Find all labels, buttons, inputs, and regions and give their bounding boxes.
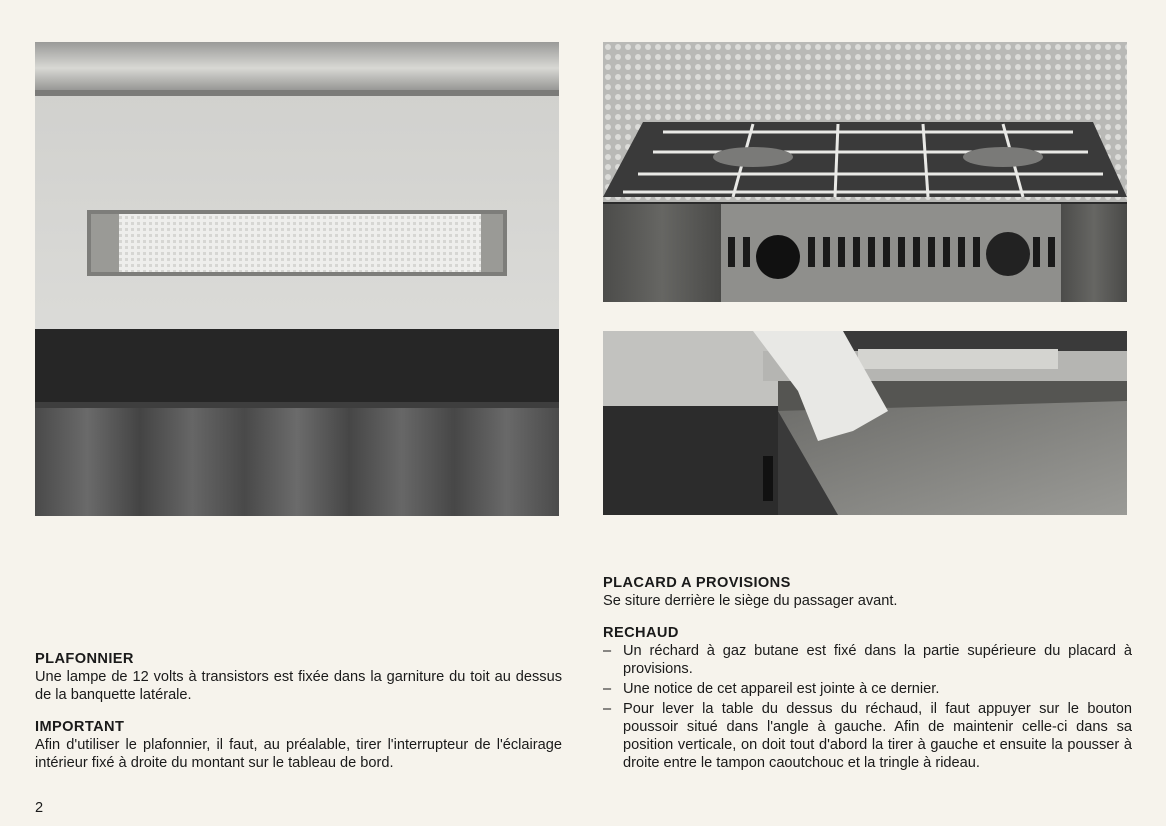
list-item: – Une notice de cet appareil est jointe à ce dernier. <box>603 680 1132 698</box>
heading-plafonnier: PLAFONNIER <box>35 651 134 667</box>
text-plafonnier: Une lampe de 12 volts à transistors est fixée dans la garniture du toit au dessus de la banquette latérale. <box>35 669 562 703</box>
rechaud-list <box>603 642 1132 772</box>
heading-placard: PLACARD A PROVISIONS <box>603 575 791 591</box>
right-column <box>603 574 1132 774</box>
text-important: Afin d'utiliser le plafonnier, il faut, au préalable, tirer l'interrupteur de l'éclairage intérieur fixé à droite du montant sur le tableau de bord. <box>35 737 562 771</box>
heading-important: IMPORTANT <box>35 719 125 735</box>
list-item: – Un réchard à gaz butane est fixé dans la partie supérieure du placard à provisions. <box>603 642 1132 678</box>
heading-rechaud: RECHAUD <box>603 625 679 641</box>
page-number: 2 <box>35 800 44 816</box>
gas-stove-photo <box>603 42 1127 302</box>
left-column <box>35 650 562 772</box>
table-button-photo <box>603 331 1127 515</box>
ceiling-lamp-photo <box>35 42 559 516</box>
list-item: – Pour lever la table du dessus du réchaud, il faut appuyer sur le bouton poussoir situé dans l'angle à gauche. Afin de maintenir celle-ci dans sa position verticale, on doit tout d'abord la tirer à gauche et ensuite la pousser à droite entre le tampon caoutchouc et la tringle à rideau. <box>603 700 1132 772</box>
text-placard: Se siture derrière le siège du passager avant. <box>603 593 898 609</box>
